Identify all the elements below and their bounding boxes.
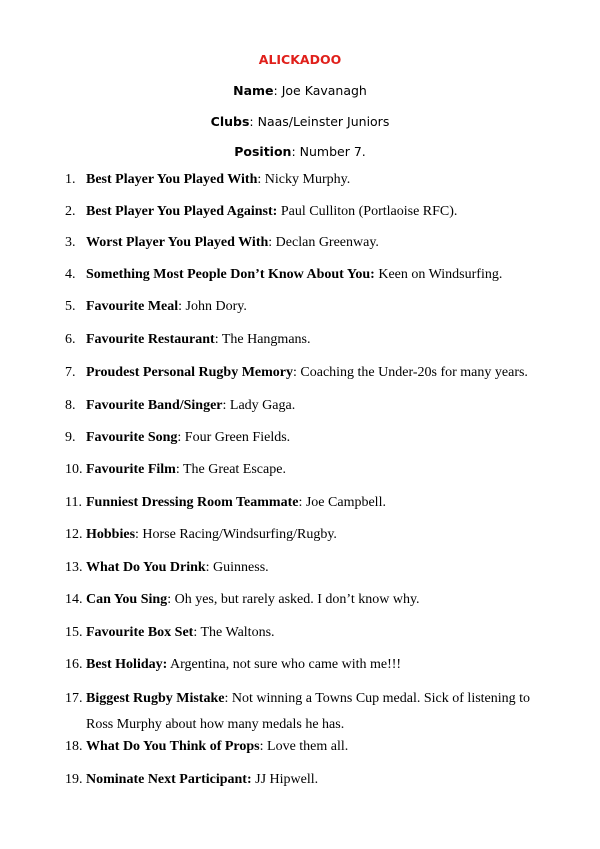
item-number: 2. xyxy=(65,204,76,219)
item-label: What Do You Drink xyxy=(86,560,206,575)
clubs-line xyxy=(0,114,600,129)
list-item xyxy=(65,169,556,191)
item-number: 3. xyxy=(65,235,76,250)
name-label: Name xyxy=(233,83,274,98)
item-number: 12. xyxy=(65,527,83,542)
item-label: What Do You Think of Props xyxy=(86,739,260,754)
item-number: 10. xyxy=(65,462,83,477)
item-answer: : Nicky Murphy. xyxy=(257,172,351,187)
item-number: 13. xyxy=(65,560,83,575)
item-number: 16. xyxy=(65,657,83,672)
item-number: 15. xyxy=(65,625,83,640)
position-value: : Number 7. xyxy=(291,144,366,159)
list-item xyxy=(65,589,556,611)
list-item xyxy=(65,524,556,546)
list-item xyxy=(65,622,556,644)
item-answer: Argentina, not sure who came with me!!! xyxy=(167,657,402,672)
item-answer: : The Hangmans. xyxy=(214,332,311,347)
item-number: 8. xyxy=(65,398,76,413)
item-label: Favourite Band/Singer xyxy=(86,398,223,413)
item-answer: Paul Culliton (Portlaoise RFC). xyxy=(277,204,458,219)
item-answer: : Joe Campbell. xyxy=(298,495,386,510)
item-number: 7. xyxy=(65,365,76,380)
item-label: Funniest Dressing Room Teammate xyxy=(86,495,299,510)
list-item xyxy=(65,264,556,286)
item-answer: : Declan Greenway. xyxy=(268,235,379,250)
item-answer: JJ Hipwell. xyxy=(251,772,319,787)
item-number: 5. xyxy=(65,299,76,314)
list-item xyxy=(65,736,556,758)
item-label: Favourite Meal xyxy=(86,299,179,314)
item-label: Favourite Box Set xyxy=(86,625,194,640)
list-item xyxy=(65,492,556,514)
item-label: Favourite Film xyxy=(86,462,176,477)
item-label: Worst Player You Played With xyxy=(86,235,269,250)
item-label: Proudest Personal Rugby Memory xyxy=(86,365,293,380)
item-answer: : Guinness. xyxy=(205,560,269,575)
list-item xyxy=(65,427,556,449)
item-number: 18. xyxy=(65,739,83,754)
item-number: 6. xyxy=(65,332,76,347)
position-line xyxy=(0,144,600,159)
list-item xyxy=(65,362,556,384)
clubs-label: Clubs xyxy=(210,114,250,129)
item-label: Hobbies xyxy=(86,527,136,542)
item-label: Something Most People Don’t Know About You: xyxy=(86,267,375,282)
document-title: ALICKADOO xyxy=(258,52,342,67)
item-label: Favourite Song xyxy=(86,430,178,445)
list-item xyxy=(65,769,556,791)
item-label: Biggest Rugby Mistake xyxy=(86,691,225,706)
name-value: : Joe Kavanagh xyxy=(273,83,367,98)
item-label: Favourite Restaurant xyxy=(86,332,215,347)
item-answer: : The Waltons. xyxy=(193,625,275,640)
item-answer: : Oh yes, but rarely asked. I don’t know why. xyxy=(167,592,420,607)
item-answer: : Coaching the Under-20s for many years. xyxy=(293,365,528,380)
list-item xyxy=(65,686,556,738)
list-item xyxy=(65,232,556,254)
list-item xyxy=(65,654,556,676)
item-number: 1. xyxy=(65,172,76,187)
item-number: 4. xyxy=(65,267,76,282)
list-item xyxy=(65,329,556,351)
item-number: 19. xyxy=(65,772,83,787)
item-label: Best Player You Played Against: xyxy=(86,204,278,219)
list-item xyxy=(65,296,556,318)
list-item xyxy=(65,395,556,417)
list-item xyxy=(65,459,556,481)
position-label: Position xyxy=(234,144,292,159)
item-answer: : John Dory. xyxy=(178,299,247,314)
list-item xyxy=(65,201,556,223)
clubs-value: : Naas/Leinster Juniors xyxy=(249,114,390,129)
item-answer: Keen on Windsurfing. xyxy=(374,267,503,282)
item-answer: : The Great Escape. xyxy=(175,462,286,477)
item-number: 11. xyxy=(65,495,82,510)
item-label: Can You Sing xyxy=(86,592,168,607)
item-answer: : Love them all. xyxy=(259,739,349,754)
item-label: Nominate Next Participant: xyxy=(86,772,252,787)
item-label: Best Player You Played With xyxy=(86,172,258,187)
item-number: 17. xyxy=(65,691,83,706)
name-line xyxy=(0,83,600,98)
item-answer: : Not winning a Towns Cup medal. Sick of listening to Ross Murphy about how many medals he has. xyxy=(86,691,531,732)
item-answer: : Horse Racing/Windsurfing/Rugby. xyxy=(135,527,337,542)
item-number: 9. xyxy=(65,430,76,445)
list-item xyxy=(65,557,556,579)
item-answer: : Lady Gaga. xyxy=(222,398,296,413)
item-answer: : Four Green Fields. xyxy=(177,430,291,445)
item-number: 14. xyxy=(65,592,83,607)
item-label: Best Holiday: xyxy=(86,657,168,672)
